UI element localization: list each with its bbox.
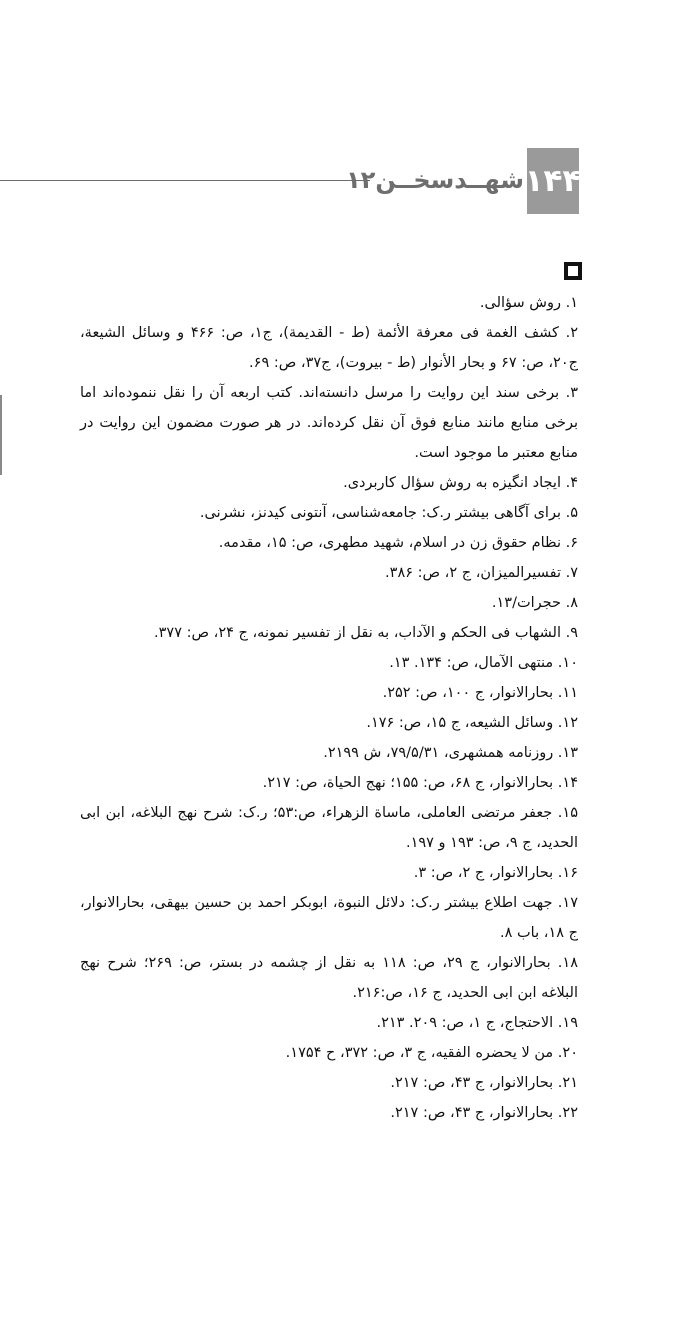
endnote-7: ۷. تفسیرالمیزان، ج ۲، ص: ۳۸۶. (385, 565, 578, 581)
endnote-9: ۹. الشهاب فی الحکم و الآداب، به نقل از تفسیر نمونه، ج ۲۴، ص: ۳۷۷. (154, 625, 578, 641)
endnote-5: ۵. برای آگاهی بیشتر ر.ک: جامعه‌شناسی، آنتونی کیدنز، نشرنی. (199, 505, 578, 521)
page-number: ۱۴۴ (527, 148, 579, 214)
endnote-1: ۱. روش سؤالی. (479, 295, 578, 311)
endnote-22: ۲۲. بحارالانوار، ج ۴۳، ص: ۲۱۷. (390, 1105, 578, 1121)
endnote-21: ۲۱. بحارالانوار، ج ۴۳، ص: ۲۱۷. (390, 1075, 578, 1091)
endnote-3: ۳. برخی سند این روایت را مرسل دانسته‌اند. کتب اربعه آن را نقل ننموده‌اند اما برخی منابع مانند منابع فوق آن نقل کرده‌اند. در هر صورت مضمون این روایت در منابع معتبر ما موجود است. (80, 385, 578, 461)
endnote-8: ۸. حجرات/۱۳. (491, 595, 578, 611)
endnote-20: ۲۰. من لا یحضره الفقیه، ج ۳، ص: ۳۷۲، ح ۱۷۵۴. (285, 1045, 578, 1061)
endnote-12: ۱۲. وسائل الشیعه، ج ۱۵، ص: ۱۷۶. (366, 715, 578, 731)
endnote-18: ۱۸. بحارالانوار، ج ۲۹، ص: ۱۱۸ به نقل از چشمه در بستر، ص: ۲۶۹؛ شرح نهج البلاغه ابن ابی الحدید، ج ۱۶، ص:۲۱۶. (80, 955, 578, 1001)
header-rule (0, 180, 370, 181)
section-square-icon (564, 262, 582, 280)
running-header-title: شهــدسخــن۱۲ (346, 166, 524, 194)
endnote-19: ۱۹. الاحتجاج، ج ۱، ص: ۲۰۹. ۲۱۳. (376, 1015, 578, 1031)
endnotes-list (80, 288, 578, 1128)
endnote-6: ۶. نظام حقوق زن در اسلام، شهید مطهری، ص: ۱۵، مقدمه. (218, 535, 578, 551)
endnote-2: ۲. کشف الغمة فی معرفة الأئمة (ط - القدیمة)، ج۱، ص: ۴۶۶ و وسائل الشیعة، ج۲۰، ص: ۶۷ و بحار الأنوار (ط - بیروت)، ج۳۷، ص: ۶۹. (80, 325, 579, 371)
endnote-10: ۱۰. منتهی الآمال، ص: ۱۳۴. ۱۳. (389, 655, 578, 671)
endnote-15: ۱۵. جعفر مرتضی العاملی، ماساة الزهراء، ص:۵۳؛ ر.ک: شرح نهج البلاغه، ابن ابی الحدید، ج ۹، ص: ۱۹۳ و ۱۹۷. (80, 805, 578, 851)
endnote-14: ۱۴. بحارالانوار، ج ۶۸، ص: ۱۵۵؛ نهج الحیاة، ص: ۲۱۷. (262, 775, 578, 791)
endnote-17: ۱۷. جهت اطلاع بیشتر ر.ک: دلائل النبوة، ابوبکر احمد بن حسین بیهقی، بحارالانوار، ج ۱۸، باب ۸. (80, 895, 578, 941)
endnote-16: ۱۶. بحارالانوار، ج ۲، ص: ۳. (413, 865, 578, 881)
endnote-11: ۱۱. بحارالانوار، ج ۱۰۰، ص: ۲۵۲. (382, 685, 578, 701)
edge-mark (0, 395, 2, 475)
endnote-13: ۱۳. روزنامه همشهری، ۷۹/۵/۳۱، ش ۲۱۹۹. (323, 745, 578, 761)
endnote-4: ۴. ایجاد انگیزه به روش سؤال کاربردی. (343, 475, 578, 491)
